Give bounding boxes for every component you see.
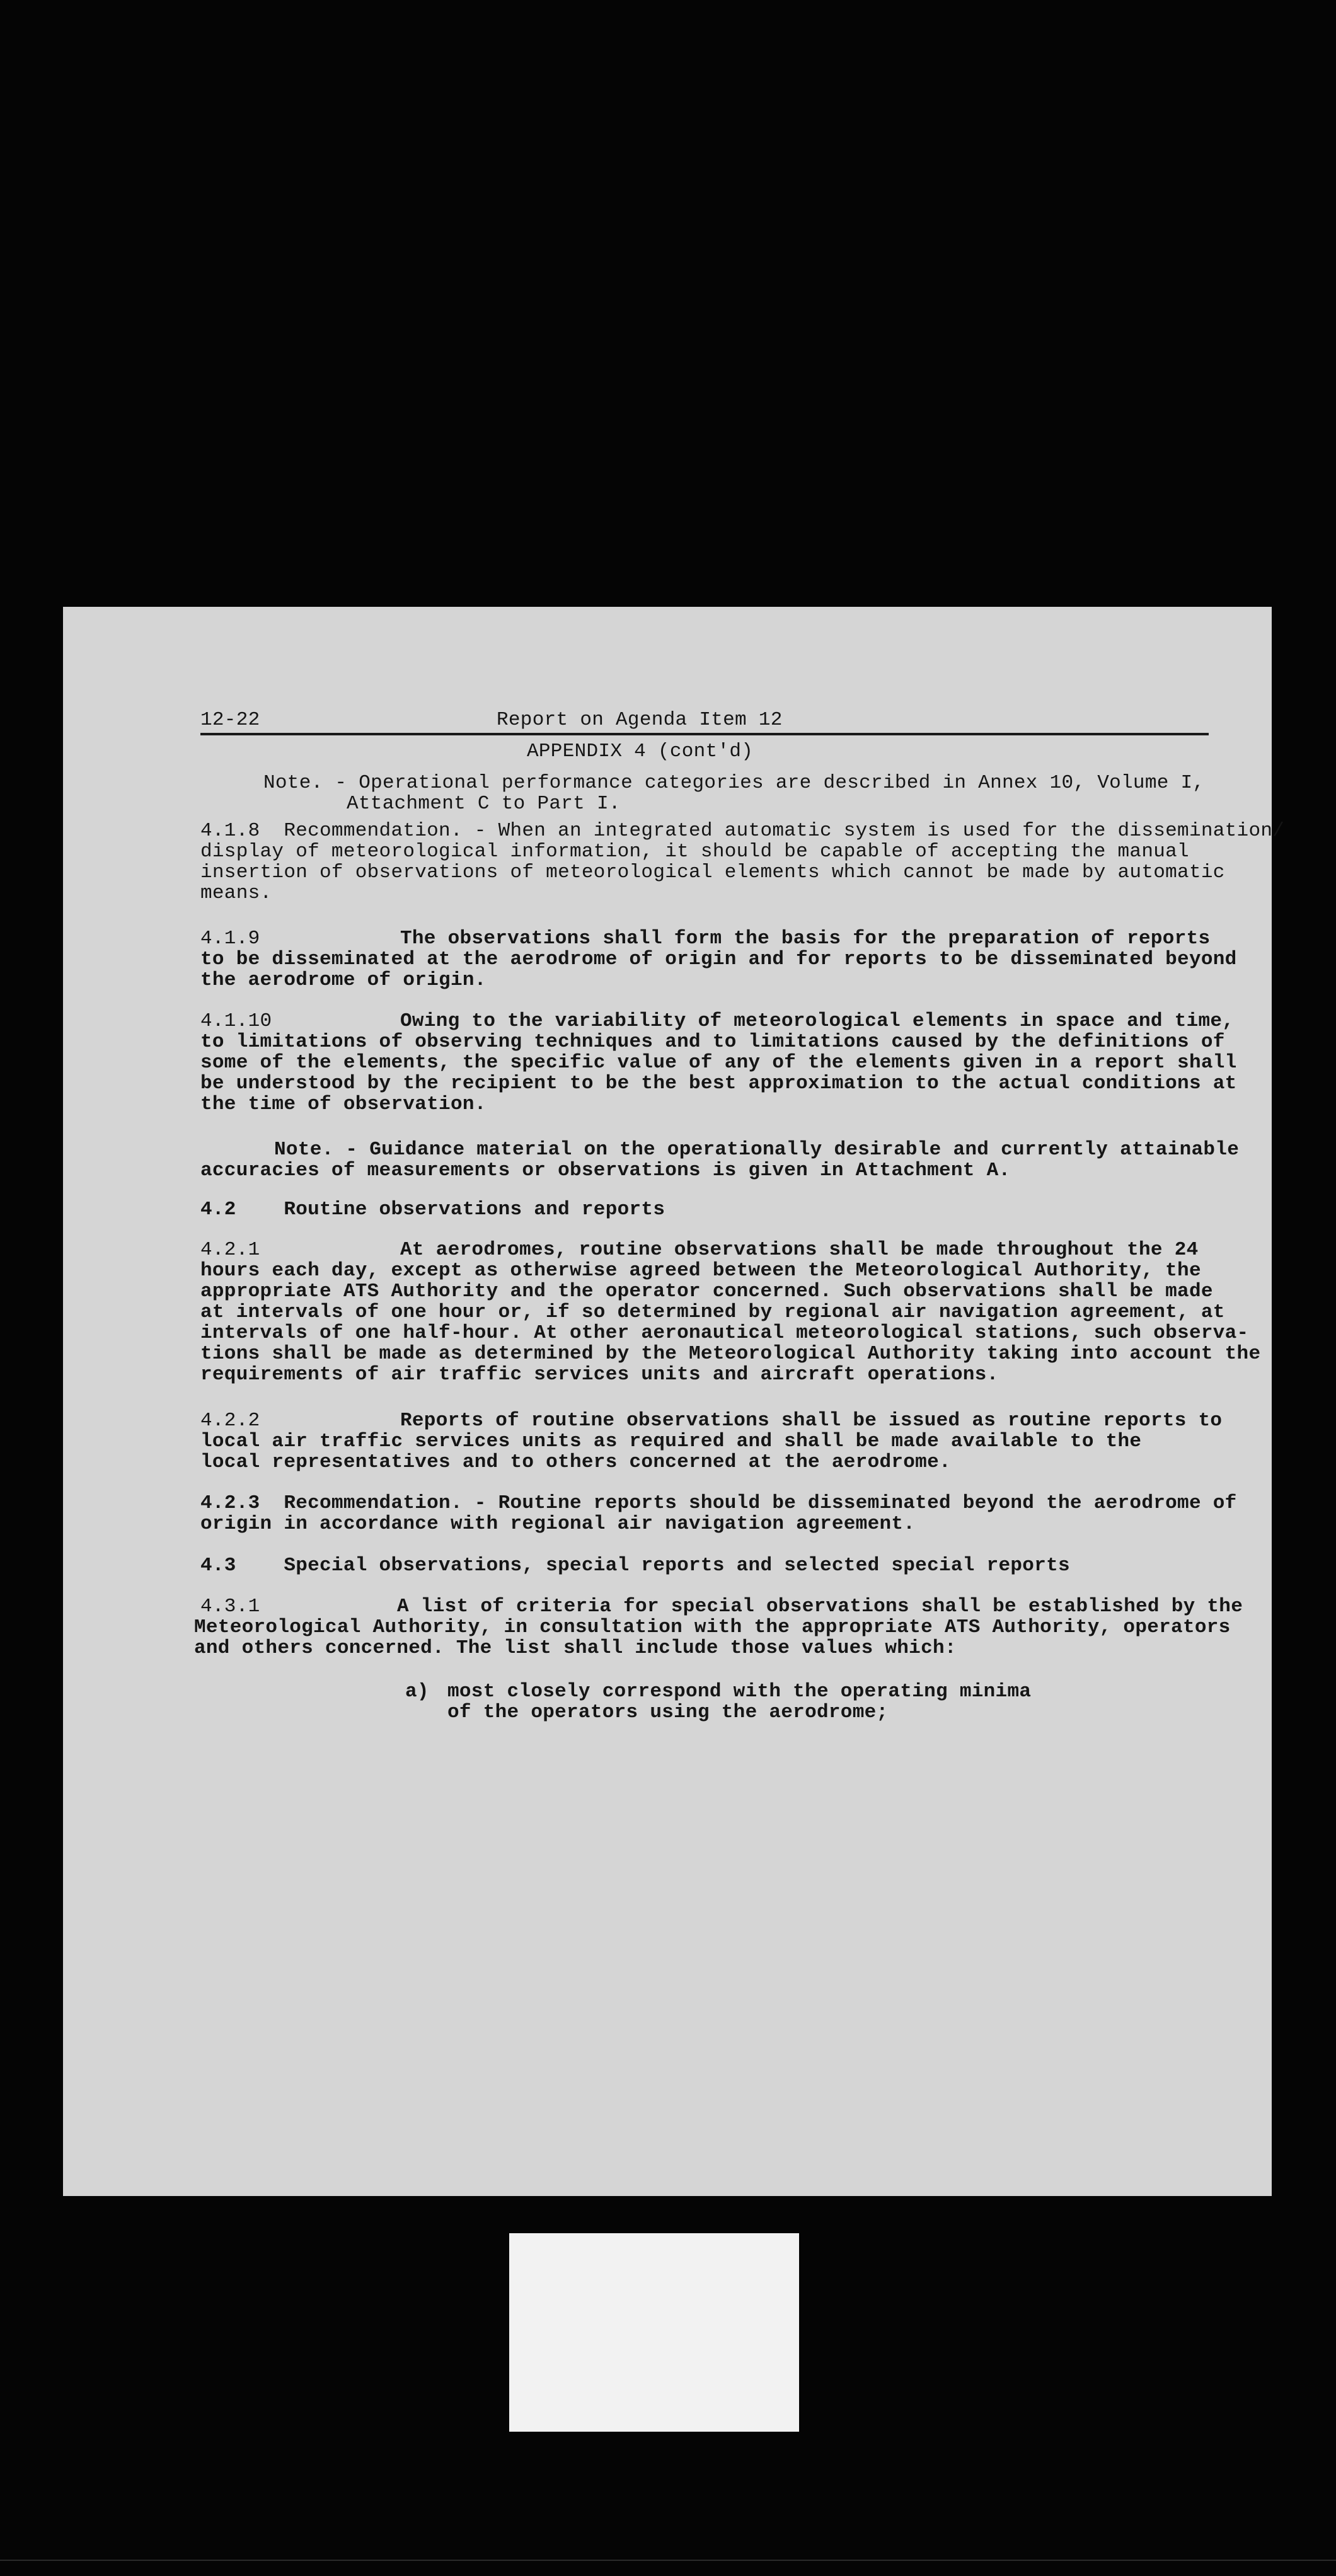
para-4-2-1: at intervals of one hour or, if so determined by regional air navigation agreement, at — [200, 1301, 1225, 1323]
para-4-2-1: requirements of air traffic services units and aircraft operations. — [200, 1364, 999, 1386]
para-4-1-10: some of the elements, the specific value of any of the elements given in a report shall — [200, 1052, 1237, 1074]
section-heading-4-3: 4.3 Special observations, special reports and selected special reports — [200, 1555, 1070, 1577]
note-guidance: accuracies of measurements or observations is given in Attachment A. — [200, 1159, 1011, 1182]
para-4-2-1: appropriate ATS Authority and the operator concerned. Such observations shall be made — [200, 1280, 1213, 1302]
para-4-1-8: insertion of observations of meteorological elements which cannot be made by automatic — [200, 861, 1225, 883]
note-guidance: Note. - Guidance material on the operationally desirable and currently attainable — [274, 1139, 1240, 1161]
page-number: 12-22 — [200, 709, 260, 731]
appendix-heading: APPENDIX 4 (cont'd) — [527, 740, 754, 762]
para-4-2-1: intervals of one half-hour. At other aeronautical meteorological stations, such observa- — [200, 1322, 1249, 1344]
para-number: 4.1.10 — [200, 1010, 272, 1032]
note-operational: Attachment C to Part I. — [347, 793, 621, 815]
para-4-1-9: the aerodrome of origin. — [200, 969, 487, 991]
header-rule — [200, 733, 1209, 735]
document-page — [63, 607, 1285, 2196]
section-heading-4-2: 4.2 Routine observations and reports — [200, 1199, 665, 1221]
para-4-1-10: be understood by the recipient to be the best approximation to the actual conditions at — [200, 1072, 1237, 1095]
para-4-1-10: Owing to the variability of meteorological elements in space and time, — [400, 1010, 1235, 1032]
list-item-label: a) — [405, 1681, 429, 1703]
para-4-1-10: to limitations of observing techniques and to limitations caused by the definitions of — [200, 1031, 1225, 1053]
note-operational: Note. - Operational performance categories are described in Annex 10, Volume I, — [263, 772, 1205, 794]
para-4-3-1: Meteorological Authority, in consultation with the appropriate ATS Authority, operators — [194, 1616, 1231, 1638]
para-4-2-1: tions shall be made as determined by the Meteorological Authority taking into account the — [200, 1343, 1261, 1365]
para-4-1-8: display of meteorological information, it should be capable of accepting the manual — [200, 841, 1189, 863]
para-4-3-1: A list of criteria for special observations shall be established by the — [397, 1596, 1243, 1618]
para-4-2-1: hours each day, except as otherwise agreed between the Meteorological Authority, the — [200, 1260, 1201, 1282]
para-4-1-10: the time of observation. — [200, 1093, 487, 1115]
film-edge-line — [0, 2560, 1336, 2561]
para-4-2-2: local air traffic services units as required and shall be made available to the — [200, 1430, 1142, 1452]
para-4-1-9: The observations shall form the basis for the preparation of reports — [400, 928, 1211, 950]
para-4-2-3: 4.2.3 Recommendation. - Routine reports should be disseminated beyond the aerodrome of — [200, 1492, 1237, 1514]
para-number: 4.1.9 — [200, 928, 260, 950]
para-4-2-1: At aerodromes, routine observations shall be made throughout the 24 — [400, 1239, 1199, 1261]
report-title: Report on Agenda Item 12 — [497, 709, 783, 731]
para-4-1-9: to be disseminated at the aerodrome of origin and for reports to be disseminated beyond — [200, 948, 1237, 970]
para-number: 4.2.1 — [200, 1239, 260, 1261]
para-number: 4.2.2 — [200, 1410, 260, 1432]
para-4-1-8: 4.1.8 Recommendation. - When an integrated automatic system is used for the dissemination/ — [200, 820, 1285, 842]
list-item-a: of the operators using the aerodrome; — [447, 1701, 889, 1723]
list-item-a: most closely correspond with the operating minima — [447, 1681, 1032, 1703]
para-4-2-3: origin in accordance with regional air navigation agreement. — [200, 1513, 916, 1535]
para-4-3-1: and others concerned. The list shall include those values which: — [194, 1637, 957, 1659]
para-4-1-8: means. — [200, 882, 272, 904]
para-4-2-2: local representatives and to others concerned at the aerodrome. — [200, 1451, 951, 1473]
para-4-2-2: Reports of routine observations shall be issued as routine reports to — [400, 1410, 1223, 1432]
para-number: 4.3.1 — [200, 1596, 260, 1618]
microfilm-target-card — [509, 2233, 799, 2432]
